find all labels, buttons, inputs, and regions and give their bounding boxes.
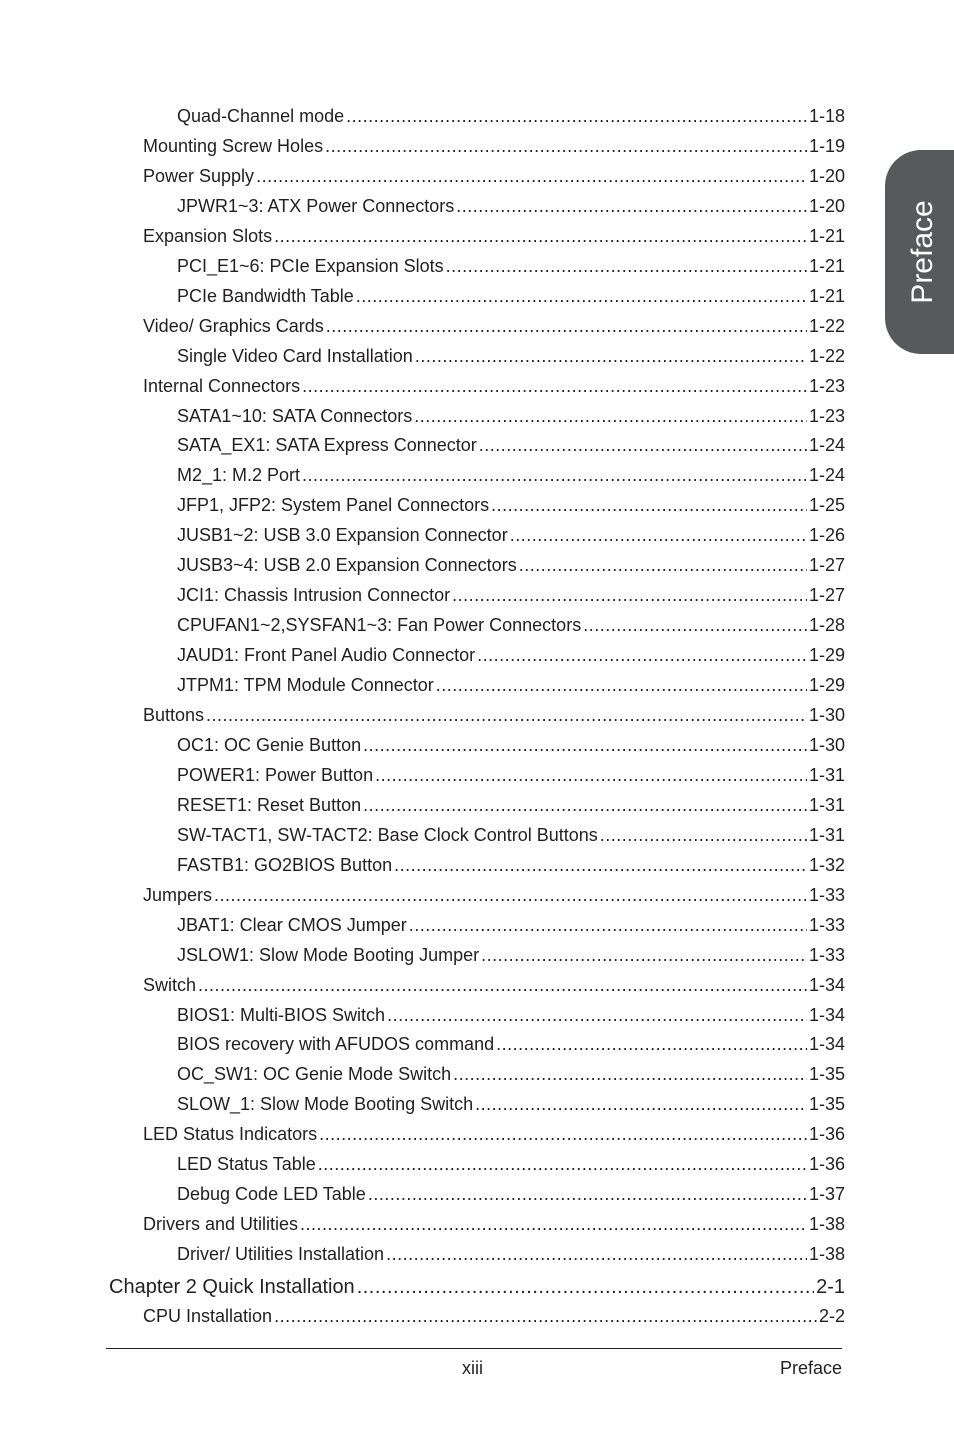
toc-entry[interactable] <box>143 700 845 730</box>
toc-entry-page: 1-30 <box>808 734 845 755</box>
toc-entry-page: 1-35 <box>808 1094 845 1115</box>
toc-entry-page: 1-33 <box>808 914 845 935</box>
toc-entry-page: 1-31 <box>808 824 845 845</box>
toc-entry-label: Video/ Graphics Cards <box>143 315 324 336</box>
toc-dot-leader <box>356 281 807 311</box>
toc-entry-page: 1-22 <box>808 345 845 366</box>
toc-entry-page: 1-35 <box>808 1064 845 1085</box>
toc-dot-leader <box>519 550 807 580</box>
toc-dot-leader <box>491 490 807 520</box>
toc-entry-label: SW-TACT1, SW-TACT2: Base Clock Control Buttons <box>177 824 598 845</box>
toc-entry-label: LED Status Indicators <box>143 1124 318 1145</box>
toc-entry[interactable] <box>177 1149 845 1179</box>
toc-entry-page: 1-19 <box>808 135 845 156</box>
footer-page-number: xiii <box>462 1358 483 1378</box>
toc-dot-leader <box>363 790 807 820</box>
toc-dot-leader <box>318 1149 807 1179</box>
toc-entry-page: 2-1 <box>816 1276 845 1299</box>
toc-entry-page: 1-31 <box>808 764 845 785</box>
toc-entry[interactable] <box>143 970 845 1000</box>
toc-dot-leader <box>414 401 807 431</box>
toc-entry-page: 1-26 <box>808 525 845 546</box>
toc-entry-page: 1-23 <box>808 405 845 426</box>
toc-entry-label: Expansion Slots <box>143 225 273 246</box>
toc-dot-leader <box>456 191 807 221</box>
toc-dot-leader <box>302 460 807 490</box>
toc-entry-label: OC_SW1: OC Genie Mode Switch <box>177 1064 452 1085</box>
toc-entry-page: 1-37 <box>808 1184 845 1205</box>
toc-entry-page: 1-28 <box>808 615 845 636</box>
toc-entry[interactable] <box>177 101 845 131</box>
toc-dot-leader <box>363 730 807 760</box>
toc-entry[interactable] <box>143 1209 845 1239</box>
toc-entry[interactable] <box>177 910 845 940</box>
toc-entry-page: 1-31 <box>808 794 845 815</box>
toc-entry-label: PCIe Bandwidth Table <box>177 285 354 306</box>
toc-entry-page: 1-33 <box>808 944 845 965</box>
toc-dot-leader <box>206 700 807 730</box>
toc-entry[interactable] <box>143 371 845 401</box>
toc-entry[interactable] <box>177 640 845 670</box>
toc-chapter-entry[interactable] <box>109 1272 845 1302</box>
toc-dot-leader <box>446 251 807 281</box>
toc-entry-label: LED Status Table <box>177 1154 316 1175</box>
toc-dot-leader <box>368 1179 807 1209</box>
toc-entry-label: Single Video Card Installation <box>177 345 413 366</box>
toc-dot-leader <box>394 850 807 880</box>
toc-entry-label: BIOS1: Multi-BIOS Switch <box>177 1004 386 1025</box>
toc-dot-leader <box>346 101 807 131</box>
toc-entry-page: 1-36 <box>808 1154 845 1175</box>
toc-entry-label: Driver/ Utilities Installation <box>177 1244 385 1265</box>
toc-entry-page: 1-29 <box>808 645 845 666</box>
toc-dot-leader <box>477 640 807 670</box>
toc-entry-page: 1-22 <box>808 315 845 336</box>
toc-dot-leader <box>479 430 807 460</box>
footer-section-title: Preface <box>779 1358 842 1378</box>
toc-entry-page: 1-29 <box>808 675 845 696</box>
toc-entry[interactable] <box>177 430 845 460</box>
toc-entry[interactable] <box>177 520 845 550</box>
toc-entry-page: 1-38 <box>808 1244 845 1265</box>
toc-dot-leader <box>475 1089 807 1119</box>
toc-dot-leader <box>319 1119 807 1149</box>
toc-entry-label: Buttons <box>143 705 205 725</box>
side-tab-label: Preface <box>905 200 939 304</box>
toc-entry-page: 1-25 <box>808 495 845 516</box>
toc-entry-page: 1-34 <box>808 1034 845 1055</box>
toc-dot-leader <box>386 1239 807 1269</box>
toc-dot-leader <box>274 1301 817 1331</box>
preface-side-tab <box>885 150 954 354</box>
toc-entry[interactable] <box>177 1089 845 1119</box>
toc-entry-page: 1-38 <box>808 1214 845 1235</box>
toc-entry-label: Quad-Channel mode <box>177 106 345 126</box>
toc-entry[interactable] <box>177 760 845 790</box>
toc-entry[interactable] <box>177 790 845 820</box>
toc-entry-page: 1-21 <box>808 255 845 276</box>
toc-entry-page: 1-20 <box>808 165 845 186</box>
toc-entry-label: JUSB3~4: USB 2.0 Expansion Connectors <box>177 555 517 576</box>
toc-dot-leader <box>300 1209 807 1239</box>
toc-entry[interactable] <box>177 401 845 431</box>
toc-entry-page: 1-21 <box>808 225 845 246</box>
toc-dot-leader <box>415 341 807 371</box>
toc-entry[interactable] <box>177 940 845 970</box>
toc-entry-page: 1-23 <box>808 375 845 396</box>
footer-divider <box>106 1348 842 1349</box>
toc-dot-leader <box>325 131 807 161</box>
toc-entry-page: 1-30 <box>808 705 845 725</box>
toc-entry[interactable] <box>177 1000 845 1030</box>
toc-entry-label: JCI1: Chassis Intrusion Connector <box>177 585 451 606</box>
toc-entry-label: JSLOW1: Slow Mode Booting Jumper <box>177 944 480 965</box>
toc-entry-label: PCI_E1~6: PCIe Expansion Slots <box>177 255 444 276</box>
toc-dot-leader <box>481 940 807 970</box>
toc-entry[interactable] <box>143 131 845 161</box>
toc-entry-label: Debug Code LED Table <box>177 1184 366 1205</box>
toc-dot-leader <box>436 670 807 700</box>
toc-dot-leader <box>452 580 807 610</box>
toc-entry[interactable] <box>143 161 845 191</box>
toc-entry-label: Chapter 2 Quick Installation <box>109 1276 355 1299</box>
toc-entry[interactable] <box>143 880 845 910</box>
toc-entry-label: M2_1: M.2 Port <box>177 465 301 486</box>
toc-entry[interactable] <box>177 341 845 371</box>
toc-entry-page: 1-20 <box>808 195 845 216</box>
toc-entry-page: 1-34 <box>808 974 845 995</box>
toc-entry-page: 1-21 <box>808 285 845 306</box>
toc-entry-label: CPUFAN1~2,SYSFAN1~3: Fan Power Connectors <box>177 615 582 636</box>
toc-entry[interactable] <box>177 850 845 880</box>
toc-entry[interactable] <box>143 1119 845 1149</box>
toc-dot-leader <box>326 311 807 341</box>
toc-dot-leader <box>256 161 807 191</box>
toc-entry-label: JAUD1: Front Panel Audio Connector <box>177 645 476 666</box>
toc-dot-leader <box>198 970 807 1000</box>
toc-entry-page: 1-33 <box>808 884 845 905</box>
toc-entry-label: JFP1, JFP2: System Panel Connectors <box>177 495 490 516</box>
toc-entry-label: JBAT1: Clear CMOS Jumper <box>177 914 407 935</box>
toc-entry-label: FASTB1: GO2BIOS Button <box>177 854 393 875</box>
toc-entry-page: 1-27 <box>808 555 845 576</box>
toc-entry[interactable] <box>177 610 845 640</box>
toc-entry-label: JTPM1: TPM Module Connector <box>177 675 434 696</box>
toc-entry-label: Mounting Screw Holes <box>143 135 324 156</box>
toc-entry[interactable] <box>177 281 845 311</box>
toc-entry[interactable] <box>143 311 845 341</box>
toc-dot-leader <box>409 910 807 940</box>
toc-entry-page: 1-34 <box>808 1004 845 1025</box>
toc-entry-page: 1-32 <box>808 854 845 875</box>
toc-entry[interactable] <box>177 1059 845 1089</box>
toc-dot-leader <box>600 820 807 850</box>
toc-entry-label: CPU Installation <box>143 1306 273 1326</box>
toc-entry[interactable] <box>177 580 845 610</box>
toc-entry-label: OC1: OC Genie Button <box>177 734 362 755</box>
toc-entry-label: JPWR1~3: ATX Power Connectors <box>177 195 455 216</box>
toc-dot-leader <box>387 1000 807 1030</box>
toc-entry-label: BIOS recovery with AFUDOS command <box>177 1034 495 1055</box>
toc-entry[interactable] <box>177 550 845 580</box>
toc-entry[interactable] <box>143 221 845 251</box>
toc-entry-label: Power Supply <box>143 165 255 186</box>
toc-entry-page: 1-27 <box>808 585 845 606</box>
toc-dot-leader <box>496 1029 807 1059</box>
toc-dot-leader <box>453 1059 807 1089</box>
toc-entry[interactable] <box>177 460 845 490</box>
toc-entry-page: 1-18 <box>808 106 845 126</box>
toc-dot-leader <box>375 760 807 790</box>
toc-entry-label: Drivers and Utilities <box>143 1214 299 1235</box>
toc-entry[interactable] <box>177 730 845 760</box>
toc-entry-page: 2-2 <box>818 1306 845 1326</box>
toc-entry-label: JUSB1~2: USB 3.0 Expansion Connector <box>177 525 508 546</box>
toc-entry-label: RESET1: Reset Button <box>177 794 362 815</box>
toc-dot-leader <box>302 371 807 401</box>
toc-entry-label: POWER1: Power Button <box>177 764 374 785</box>
toc-entry[interactable] <box>177 191 845 221</box>
toc-entry-label: SATA_EX1: SATA Express Connector <box>177 435 477 456</box>
toc-dot-leader <box>510 520 807 550</box>
toc-entry-label: Jumpers <box>143 884 213 905</box>
toc-dot-leader <box>583 610 807 640</box>
toc-dot-leader <box>357 1272 814 1302</box>
toc-entry[interactable] <box>177 670 845 700</box>
toc-entry[interactable] <box>177 820 845 850</box>
toc-dot-leader <box>214 880 807 910</box>
toc-entry-page: 1-36 <box>808 1124 845 1145</box>
toc-entry-label: SLOW_1: Slow Mode Booting Switch <box>177 1094 474 1115</box>
toc-entry[interactable] <box>177 1029 845 1059</box>
toc-entry-label: Switch <box>143 974 197 995</box>
toc-entry[interactable] <box>143 1301 845 1331</box>
toc-entry-page: 1-24 <box>808 465 845 486</box>
toc-entry[interactable] <box>177 1179 845 1209</box>
toc-entry-label: SATA1~10: SATA Connectors <box>177 405 413 426</box>
toc-entry[interactable] <box>177 1239 845 1269</box>
toc-dot-leader <box>274 221 807 251</box>
toc-entry-page: 1-24 <box>808 435 845 456</box>
toc-entry-label: Internal Connectors <box>143 375 301 396</box>
toc-entry[interactable] <box>177 251 845 281</box>
toc-entry[interactable] <box>177 490 845 520</box>
